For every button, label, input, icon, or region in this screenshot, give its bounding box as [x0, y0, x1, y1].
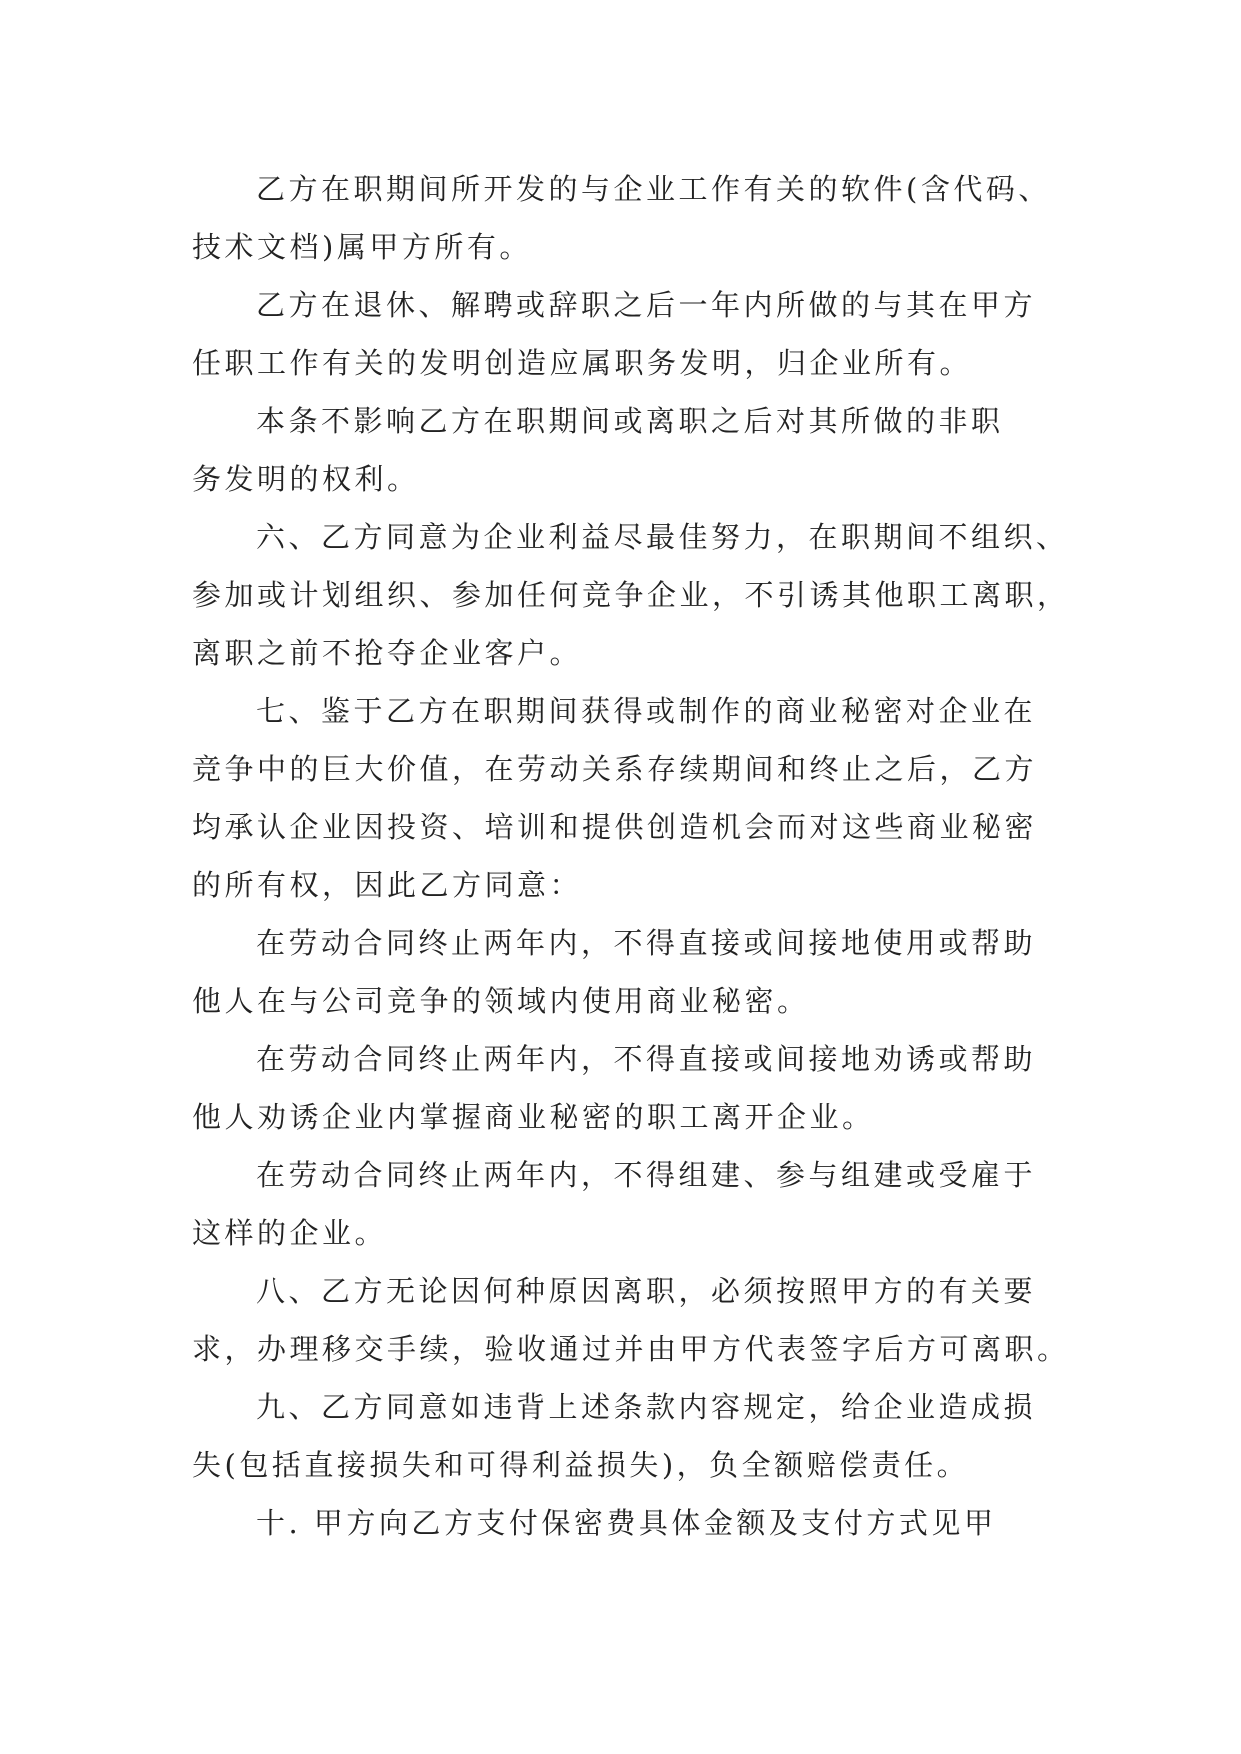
text-line: 本条不影响乙方在职期间或离职之后对其所做的非职 — [256, 404, 1004, 438]
text-line: 这样的企业。 — [192, 1216, 388, 1250]
text-line: 八、乙方无论因何种原因离职，必须按照甲方的有关要 — [256, 1274, 1037, 1308]
text-line: 务发明的权利。 — [192, 462, 420, 496]
document-body — [192, 160, 1070, 1552]
paragraph — [192, 682, 1052, 914]
text-line: 失(包括直接损失和可得利益损失)，负全额赔偿责任。 — [192, 1448, 970, 1482]
text-line: 六、乙方同意为企业利益尽最佳努力，在职期间不组织、 — [256, 520, 1069, 554]
text-line: 在劳动合同终止两年内，不得直接或间接地劝诱或帮助 — [256, 1042, 1037, 1076]
text-line: 在劳动合同终止两年内，不得组建、参与组建或受雇于 — [256, 1158, 1037, 1192]
paragraph — [192, 508, 1070, 682]
text-line: 的所有权，因此乙方同意： — [192, 868, 583, 902]
text-line: 离职之前不抢夺企业客户。 — [192, 636, 583, 670]
text-line: 竞争中的巨大价值，在劳动关系存续期间和终止之后，乙方 — [192, 752, 1038, 786]
text-line: 在劳动合同终止两年内，不得直接或间接地使用或帮助 — [256, 926, 1037, 960]
text-line: 乙方在职期间所开发的与企业工作有关的软件(含代码、 — [256, 172, 1051, 206]
text-line: 均承认企业因投资、培训和提供创造机会而对这些商业秘密 — [192, 810, 1038, 844]
paragraph — [192, 1494, 1052, 1552]
paragraph — [192, 1146, 1052, 1262]
text-line: 十. 甲方向乙方支付保密费具体金额及支付方式见甲 — [256, 1506, 997, 1540]
text-line: 任职工作有关的发明创造应属职务发明，归企业所有。 — [192, 346, 973, 380]
paragraph — [192, 392, 1052, 508]
text-line: 技术文档)属甲方所有。 — [192, 230, 532, 264]
text-line: 九、乙方同意如违背上述条款内容规定，给企业造成损 — [256, 1390, 1037, 1424]
paragraph — [192, 1030, 1052, 1146]
paragraph — [192, 276, 1052, 392]
text-line: 乙方在退休、解聘或辞职之后一年内所做的与其在甲方 — [256, 288, 1037, 322]
text-line: 他人在与公司竞争的领域内使用商业秘密。 — [192, 984, 810, 1018]
text-line: 七、鉴于乙方在职期间获得或制作的商业秘密对企业在 — [256, 694, 1037, 728]
text-line: 求，办理移交手续，验收通过并由甲方代表签字后方可离职。 — [192, 1332, 1070, 1366]
paragraph — [192, 1262, 1070, 1378]
paragraph — [192, 1378, 1052, 1494]
paragraph — [192, 160, 1052, 276]
paragraph — [192, 914, 1052, 1030]
text-line: 他人劝诱企业内掌握商业秘密的职工离开企业。 — [192, 1100, 875, 1134]
text-line: 参加或计划组织、参加任何竞争企业，不引诱其他职工离职， — [192, 578, 1070, 612]
